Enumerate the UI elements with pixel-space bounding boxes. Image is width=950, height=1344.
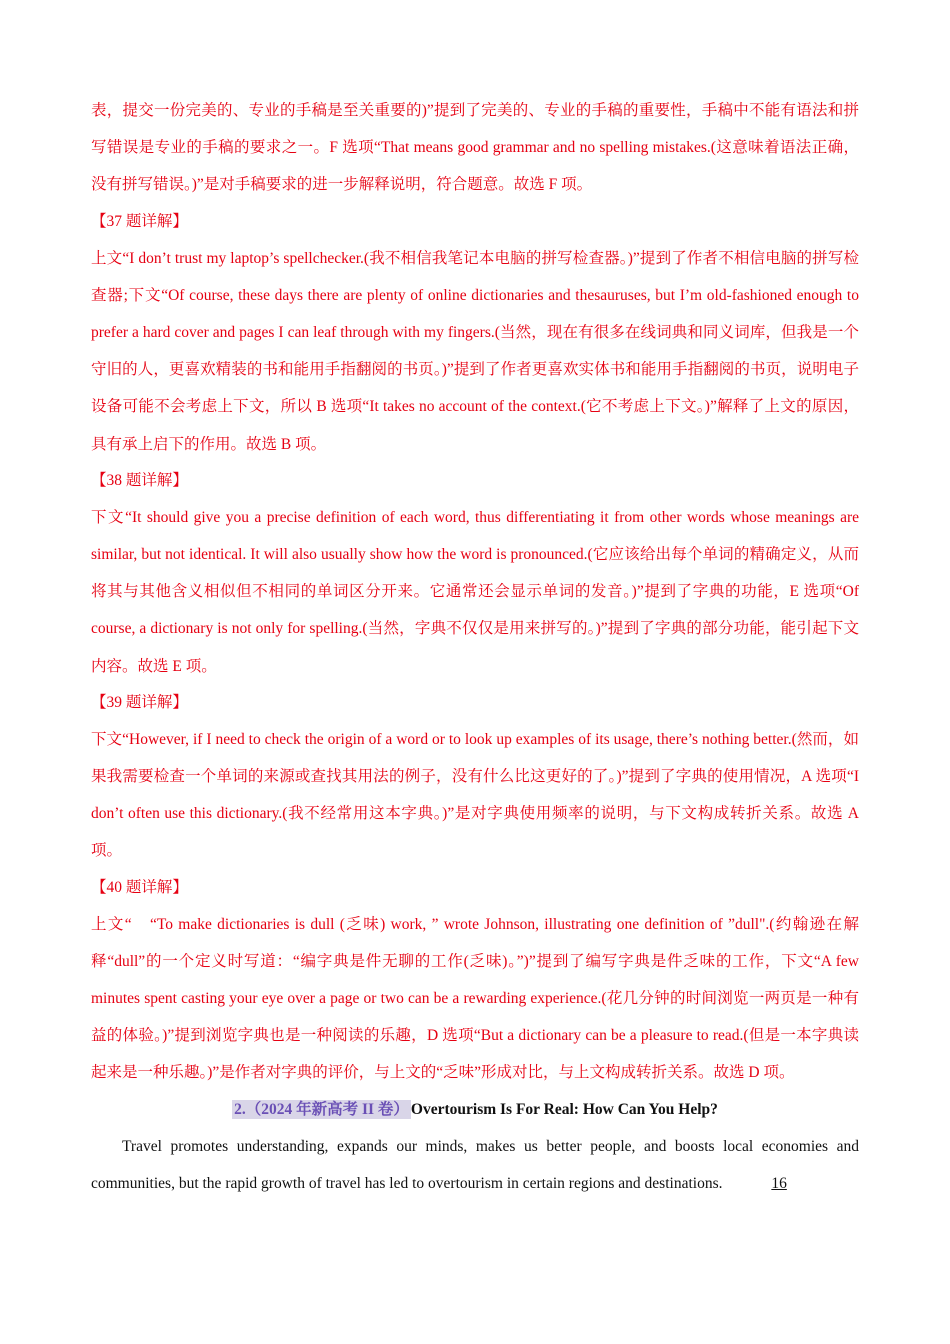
passage-title-line (91, 1092, 859, 1128)
continuation-paragraph: 表，提交一份完美的、专业的手稿是至关重要的)”提到了完美的、专业的手稿的重要性，手稿中不能有语法和拼写错误是专业的手稿的要求之一。F 选项“That means good grammar and no spelling mistakes.(这意味着语法正确，没有拼写错误。)”是对手稿要求的进一步解释说明，符合题意。故选 F 项。 (91, 102, 859, 194)
section-text: 上文“I don’t trust my laptop’s spellchecker.(我不相信我笔记本电脑的拼写检查器。)”提到了作者不相信电脑的拼写检查器;下文“Of course, these days there are plenty of online dictionaries and thesauruses, but I’m old-fashioned enough to prefer a hard cover and pages I can leaf through with my fingers.(当然，现在有很多在线词典和同义词库，但我是一个守旧的人，更喜欢精装的书和能用手指翻阅的书页。)”提到了作者更喜欢实体书和能用手指翻阅的书页，说明电子设备可能不会考虑上下文，所以 B 选项“It takes no account of the context.(它不考虑上下文。)”解释了上文的原因，具有承上启下的作用。故选 B 项。 (91, 249, 859, 453)
section-heading: 【37 题详解】 (91, 212, 188, 230)
passage-title: Overtourism Is For Real: How Can You Help? (410, 1100, 718, 1118)
section-heading: 【40 题详解】 (91, 878, 188, 896)
document-page (91, 92, 859, 1202)
exam-source-tag: 2.（2024 年新高考 II 卷） (234, 1100, 409, 1118)
section-40 (91, 870, 859, 1092)
section-text: 下文“However, if I need to check the origin of a word or to look up examples of its usage, there’s nothing better.(然而，如果我需要检查一个单词的来源或查找其用法的例子，没有什么比这更好的了。)”提到了字典的使用情况，A 选项“I don’t often use this dictionary.(我不经常用这本字典。)”是对字典使用频率的说明，与下文构成转折关系。故选 A 项。 (91, 730, 859, 860)
answer-blank-16: 16 (771, 1174, 787, 1192)
section-39 (91, 685, 859, 870)
section-38 (91, 463, 859, 685)
section-heading: 【38 题详解】 (91, 471, 188, 489)
section-37 (91, 204, 859, 463)
passage-text: Travel promotes understanding, expands our minds, makes us better people, and boosts local economies and communities, but the rapid growth of travel has led to overtourism in certain regions and destinations. (91, 1137, 859, 1192)
passage-paragraph (91, 1128, 859, 1202)
section-text: 下文“It should give you a precise definition of each word, thus differentiating it from other words whose meanings are similar, but not identical. It will also usually show how the word is pronounced.(它应该给出每个单词的精确定义，从而将其与其他含义相似但不相同的单词区分开来。它通常还会显示单词的发音。)”提到了字典的功能，E 选项“Of course, a dictionary is not only for spelling.(当然，字典不仅仅是用来拼写的。)”提到了字典的部分功能，能引起下文内容。故选 E 项。 (91, 508, 859, 675)
section-heading: 【39 题详解】 (91, 693, 188, 711)
section-text: 上文“ “To make dictionaries is dull (乏味) work, ” wrote Johnson, illustrating one definition of ”dull".(约翰逊在解释“dull”的一个定义时写道：“编字典是件无聊的工作(乏味)。”)”提到了编写字典是件乏味的工作，下文“A few minutes spent casting your eye over a page or two can be a rewarding experience.(花几分钟的时间浏览一两页是一种有益的体验。)”提到浏览字典也是一种阅读的乐趣，D 选项“But a dictionary can be a pleasure to read.(但是一本字典读起来是一种乐趣。)”是作者对字典的评价，与上文的“乏味”形成对比，与上文构成转折关系。故选 D 项。 (91, 915, 859, 1082)
